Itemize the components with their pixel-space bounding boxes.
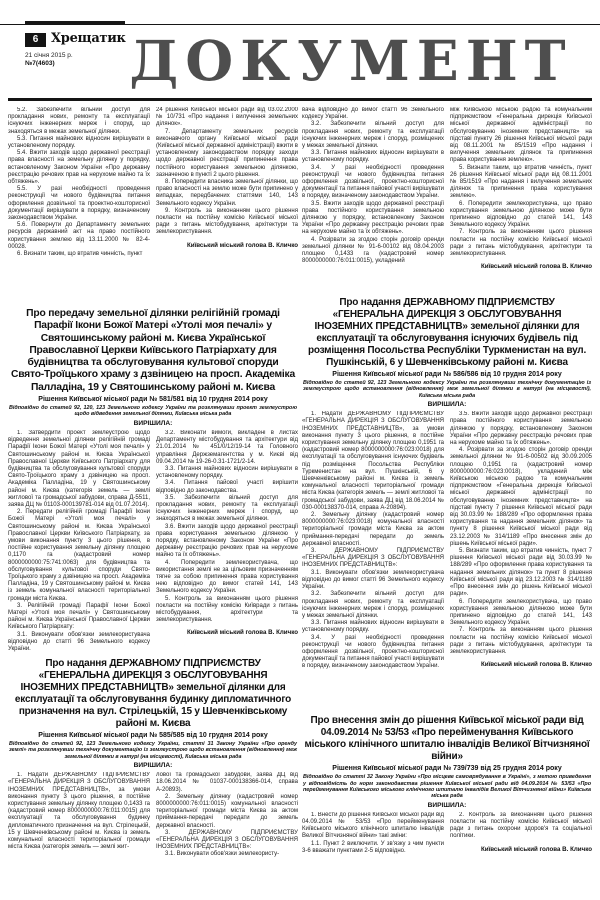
paragraph: 5.5. У разі необхідності проведення реконструкції чи нового будівництва питання оформлення дозвільної та проектно-кошторисної документації вирішувати в порядку, визначеному законодавством України. bbox=[8, 186, 150, 222]
document-d-head bbox=[302, 711, 592, 812]
paragraph: 3.5. Забезпечити вільний доступ для прокладання нових, ремонту та експлуатації існуючих інженерних мереж і споруд, що знаходяться в межах земельної ділянки. bbox=[156, 494, 298, 523]
document-headline: Про надання ДЕРЖАВНОМУ ПІДПРИЄМСТВУ «ГЕНЕРАЛЬНА ДИРЕКЦІЯ З ОБСЛУГОВУВАННЯ ІНОЗЕМНИХ ПРЕДСТАВНИЦТВ» земельної ділянки для експлуатації та обслуговування існуючих будівель під розміщення Посольства Республіки Туркменистан на вул. Пушкінській, 6 у Шевченківському районі м. Києва bbox=[307, 297, 587, 368]
page-number: 6 bbox=[25, 33, 46, 47]
paragraph: 3.4. Питання пайової участі вирішити відповідно до законодавства. bbox=[156, 480, 298, 494]
signature: Київський міський голова В. Кличко bbox=[480, 661, 592, 669]
document-a-body bbox=[8, 430, 298, 654]
text-column bbox=[302, 107, 444, 293]
issue-number: №7(4603) bbox=[25, 60, 55, 67]
paragraph: 8. Попередити власника земельної ділянки, що право власності на землю може бути припинено у випадках, передбачених статтями 140, 143 Земельного кодексу України. bbox=[156, 179, 298, 207]
paragraph: 3.2. Забезпечити вільний доступ для прокладання нових, ремонту та експлуатації існуючих інженерних мереж і споруд, розміщених у межах земельної ділянки. bbox=[302, 591, 444, 619]
paragraph: 5.4. Вжити заходів щодо державної реєстрації права власності на земельну ділянку у порядку, встановленому Законом України «Про державну реєстрацію речових прав на нерухоме майно та їх обтяжень». bbox=[8, 150, 150, 186]
masthead-logo: Хрещатик bbox=[51, 31, 126, 46]
paragraph: 3.6. Вжити заходів щодо державної реєстрації права користування земельною ділянкою у порядку, встановленому Законом України «Про державну реєстрацію речових прав на нерухоме майно та їх обтяжень». bbox=[156, 523, 298, 559]
paragraph: 7. Департаменту земельних ресурсів виконавчого органу Київської міської ради (Київської міської державної адміністрації) вжити в установленому законодавством порядку заходи щодо державної реєстрації припинення права постійного користування земельною ділянкою, зазначеною в пункті 2 цього рішення. bbox=[156, 128, 298, 178]
paragraph: 24 рішення Київської міської ради від 03.02.2000 № 10/731 «Про надання і вилучення земельних ділянок». bbox=[156, 107, 298, 128]
paragraph: 6. Попередити землекористувача, що право користування земельною ділянкою може бути припинено відповідно до статей 141, 143 Земельного кодексу України. bbox=[450, 200, 592, 229]
top-rule bbox=[0, 24, 600, 25]
paragraph: 3.1. Виконувати обов'язки землекористувача відповідно до вимог статті 96 Земельного кодексу України. bbox=[302, 569, 444, 591]
decision-ref: Рішення Київської міської ради № 581/581 від 10 грудня 2014 року bbox=[38, 396, 268, 404]
decision-ref: Рішення Київської міської ради № 585/585 від 10 грудня 2014 року bbox=[38, 731, 268, 739]
document-a-head bbox=[8, 304, 298, 430]
paragraph: 3.3. Питання майнових відносин вирішувати в установленому порядку. bbox=[156, 465, 298, 480]
resolution-label: ВИРІШИЛА: bbox=[133, 419, 173, 427]
paragraph: 5. Визнати таким, що втратив чинність, пункт 7 рішення Київської міської ради від 30.03.99 № 188/289 «Про оформлення права користування та надання земельних ділянок» та пункт 8 рішення Київської міської ради від 23.12.2003 № 314/1189 «Про внесення змін до рішень Київської міської ради». bbox=[450, 548, 592, 598]
paragraph: 7. Контроль за виконанням цього рішення покласти на постійну комісію Київської міської ради з питань містобудування, архітектури та землекористування. bbox=[450, 229, 592, 258]
paragraph: 4. Розірвати за згодою сторін договір оренди земельної ділянки № 91-6-00502 від 30.09.2005 площею 0,1951 га (кадастровий номер 8000000000:76:023:0018), укладений між Київською міською радою та комунальним підприємством «Генеральна дирекція Київської міської державної адміністрації по обслуговуванню іноземних представництв» на підставі пункту 7 рішення Київської міської ради від 30.03.99 № 188/289 «Про оформлення права користування та надання земельних ділянок» та пункту 8 рішення Київської міської ради від 23.12.2003 № 314/1189 «Про внесення змін до рішень Київської міської ради». bbox=[450, 447, 592, 547]
signature: Київський міський голова В. Кличко bbox=[480, 263, 592, 271]
text-column bbox=[8, 772, 150, 900]
paragraph: 3.1. Виконувати обов'язки землекористу- bbox=[165, 851, 280, 858]
text-column bbox=[450, 107, 592, 293]
continued-decision-top-right bbox=[302, 107, 592, 293]
paragraph: 5. Визнати таким, що втратив чинність, пункт 26 рішення Київської міської ради від 08.11.2001 № 85/1519 «Про надання і вилучення земельних ділянок та припинення права користування землею». bbox=[450, 164, 592, 200]
paragraph: 5. Контроль за виконанням цього рішення покласти на постійну комісію Київради з питань містобудування, архітектури та землекористування. bbox=[156, 595, 298, 624]
decision-ref: Рішення Київської міської ради № 586/586 від 10 грудня 2014 року bbox=[332, 371, 562, 378]
text-column bbox=[8, 430, 150, 654]
paragraph: 6. Попередити землекористувача, що право користування земельною ділянкою може бути припинено відповідно до статей 141, 143 Земельного кодексу України. bbox=[450, 598, 592, 627]
text-column bbox=[302, 411, 444, 711]
text-column bbox=[156, 430, 298, 654]
text-column bbox=[450, 812, 592, 892]
header-rule bbox=[8, 98, 592, 101]
preamble: Відповідно до статей 92, 123 Земельного кодексу України та розглянувши технічну документацію із землеустрою щодо встановлення (відновлення) меж земельної ділянки в натурі (на місцевості), Київська міська рада bbox=[303, 380, 591, 399]
paragraph: 3.4. У разі необхідності проведення реконструкції чи нового будівництва питання оформлення дозвільної, проектно-кошторисної документації та питання пайової участі вирішувати в порядку, визначеному законодавством України. bbox=[302, 634, 444, 670]
resolution-label: ВИРІШИЛА: bbox=[427, 401, 467, 409]
paragraph: 9. Контроль за виконанням цього рішення покласти на постійну комісію Київської міської ради з питань містобудування, архітектури та землекористування. bbox=[156, 207, 298, 236]
document-headline: Про внесення змін до рішення Київської міської ради від 04.09.2014 № 53/53 «Про перейменування Київського міського клінічного шпиталю інвалідів Великої Вітчизняної війни» bbox=[304, 715, 590, 763]
preamble: Відповідно до статті 32 Закону України «Про місцеве самоврядування в Україні», з метою приведення у відповідність до норм законодавства рішення Київської міської ради від 04.09.2014 № 53/53 «Про перейменування Київського міського клінічного шпиталю інвалідів Великої Вітчизняної війни» Київська міська рада bbox=[303, 774, 591, 800]
paragraph: 2. Передати релігійній громаді Парафії Ікони Божої Матері «Утолі моя печалі» у Святошинському районі м. Києва Української Православної Церкви Київського Патріархату, за умови виконання пункту 3 цього рішення, в постійне користування земельну ділянку площею 0,1170 га (кадастровий номер 8000000000:75:741:0063) для будівництва та обслуговування культової споруди Свято-Троїцького храму з дзвіницею на просп. Академіка Палладіна, 19 у Святошинському районі м. Києва із земель комунальної власності територіальної громади міста Києва. bbox=[8, 509, 150, 602]
paragraph: 3.1. Виконувати обов'язки землекористувача відповідно до статті 96 Земельного кодексу України. bbox=[8, 631, 150, 652]
paragraph: 1. Надати ДЕРЖАВНОМУ ПІДПРИЄМСТВУ «ГЕНЕРАЛЬНА ДИРЕКЦІЯ З ОБСЛУГОВУВАННЯ ІНОЗЕМНИХ ПРЕДСТАВНИЦТВ», за умови виконання пункту 3 цього рішення, в постійне користування земельну ділянку площею 0,1951 га (кадастровий номер 8000000000:76:023:0018) для експлуатації та обслуговування існуючих будівель під розміщення Посольства Республіки Туркменистан на вул. Пушкінській, 6 у Шевченківському районі м. Києва із земель комунальної власності територіальної громади міста Києва (категорія земель — землі житлової та громадської забудови, заява ДЦ від 18.06.2014 № 030-000138370-014, справа А-20894). bbox=[302, 411, 444, 511]
paragraph: 2. Контроль за виконанням цього рішення покласти на постійну комісію Київської міської ради з питань охорони здоров'я та соціальної політики. bbox=[450, 811, 592, 840]
paragraph: 5.2. Забезпечити вільний доступ для прокладання нових, ремонту та експлуатації існуючих інженерних мереж і споруд, що знаходяться в межах земельної ділянки. bbox=[8, 107, 150, 135]
paragraph: 3.2. Забезпечити вільний доступ для прокладання нових, ремонту та експлуатації існуючих інженерних мереж і споруд, розміщених у межах земельної ділянки. bbox=[302, 121, 444, 150]
paragraph: 5.3. Питання майнових відносин вирішувати в установленому порядку. bbox=[8, 135, 150, 150]
paragraph: 3.3. Питання майнових відносин вирішувати в установленому порядку. bbox=[302, 620, 444, 634]
paragraph: 2. Земельну ділянку (кадастровий номер 8000000000:76:011:0015) комунальної власності територіальної громади міста Києва за актом приймання-передачі передати до земель державної власності. bbox=[156, 793, 298, 829]
paragraph: 3.3. Питання майнових відносин вирішувати в установленому порядку. bbox=[302, 150, 444, 164]
paragraph: 3.5. Вжити заходів щодо державної реєстрації права постійного користування земельною ділянкою у порядку, встановленому Законом України «Про державну реєстрацію речових прав на нерухоме майно та їх обтяжень». bbox=[450, 411, 592, 447]
signature: Київський міський голова В. Кличко bbox=[186, 241, 298, 249]
left-page-half bbox=[8, 107, 298, 900]
resolution-label: ВИРІШИЛА: bbox=[427, 801, 467, 809]
paragraph: між Київською міською радою та комунальним підприємством «Генеральна дирекція Київської міської державної адміністрації по обслуговуванню іноземних представництв» на підставі пункту 26 рішення Київської міської ради від 08.11.2001 № 85/1519 «Про надання і вилучення земельних ділянок та припинення права користування землею». bbox=[450, 107, 592, 164]
paragraph: 3. Релігійній громаді Парафії Ікони Божої Матері «Утолі моя печалі» у Святошинському районі м. Києва Української Православної Церкви Київського Патріархату: bbox=[8, 602, 150, 631]
signature: Київський міський голова В. Кличко bbox=[186, 629, 298, 637]
text-column bbox=[450, 411, 592, 711]
continued-decision-top-left bbox=[8, 107, 298, 304]
signature: Київський міський голова В. Кличко bbox=[480, 845, 592, 853]
paragraph: 1. Внести до рішення Київської міської ради від 04.09.2014 № 53/53 «Про перейменування Київського міського клінічного шпиталю інвалідів Великої Вітчизняної війни» такі зміни: bbox=[302, 811, 444, 840]
document-headline: Про надання ДЕРЖАВНОМУ ПІДПРИЄМСТВУ «ГЕНЕРАЛЬНА ДИРЕКЦІЯ З ОБСЛУГОВУВАННЯ ІНОЗЕМНИХ ПРЕДСТАВНИЦТВ» земельної ділянки для експлуатації та обслуговування будинку дипломатичного призначення на вул. Стрілецькій, 15 у Шевченківському районі м. Києва bbox=[14, 657, 292, 729]
paragraph: 3. ДЕРЖАВНОМУ ПІДПРИЄМСТВУ «ГЕНЕРАЛЬНА ДИРЕКЦІЯ З ОБСЛУГОВУВАННЯ ІНОЗЕМНИХ ПРЕДСТАВНИЦТВ»: bbox=[302, 548, 444, 569]
document-d-body bbox=[302, 812, 592, 892]
section-banner: ДОКУМЕНТ bbox=[129, 28, 573, 93]
document-b-body bbox=[8, 772, 298, 900]
right-page-half bbox=[302, 107, 592, 892]
resolution-label: ВИРІШИЛА: bbox=[133, 762, 173, 770]
text-column bbox=[156, 772, 298, 900]
paragraph: 1. Надати ДЕРЖАВНОМУ ПІДПРИЄМСТВУ «ГЕНЕРАЛЬНА ДИРЕКЦІЯ З ОБСЛУГОВУВАННЯ ІНОЗЕМНИХ ПРЕДСТАВНИЦТВ», за умови виконання пункту 3 цього рішення, в постійне користування земельну ділянку площею 0,1433 га (кадастровий номер 8000000000:76:011:0015) для експлуатації та обслуговування будинку дипломатичного призначення на вул. Стрілецькій, 15 у Шевченківському районі м. Києва із земель комунальної власності територіальної громади міста Києва (категорія земель — землі жит- bbox=[8, 772, 150, 851]
preamble: Відповідно до статей 92, 120, 123 Земельного кодексу України та розглянувши проект землеустрою щодо відведення земельної ділянки, Київська міська рада bbox=[9, 405, 297, 418]
top-rule-accent bbox=[25, 21, 125, 24]
paragraph: 4. Розірвати за згодою сторін договір оренди земельної ділянки № 91-6-00102 від 08.04.2003 площею 0,1433 га (кадастровий номер 8000000000:76:011:0015), укладений bbox=[302, 236, 444, 265]
paragraph: 1. Затвердити проект землеустрою щодо відведення земельної ділянки релігійній громаді Парафії Ікони Божої Матері «Утолі моя печалі» у Святошинському районі м. Києва Української Православної Церкви Київського Патріархату для будівництва та обслуговування культової споруди Свято-Троїцького храму з дзвіницею на просп. Академіка Палладіна, 19 у Святошинському районі м. Києва (категорія земель — землі житлової та громадської забудови, справа Д-5511, заява ДЦ № 01103-000139781-014 від 01.07.2014). bbox=[8, 429, 150, 508]
paragraph: 4. Попередити землекористувача, що використання землі не за цільовим призначенням тягне за собою припинення права користування нею відповідно до вимог статей 141, 143 Земельного кодексу України. bbox=[156, 559, 298, 595]
text-column bbox=[8, 107, 150, 304]
paragraph: 5.6. Повернути до Департаменту земельних ресурсів державний акт на право постійного користування землею від 13.11.2000 № 82-4-00028. bbox=[8, 222, 150, 250]
document-headline: Про передачу земельної ділянки релігійній громаді Парафії Ікони Божої Матері «Утолі моя печалі» у Святошинському районі м. Києва Української Православної Церкви Київського Патріархату для будівництва та обслуговування культової споруди Свято-Троїцького храму з дзвіницею на просп. Академіка Палладіна, 19 у Святошинському районі м. Києва bbox=[10, 308, 296, 393]
paragraph: 3.5. Вжити заходів щодо державної реєстрації права постійного користування земельною ділянкою у порядку, встановленому Законом України «Про державну реєстрацію речових прав на нерухоме майно та їх обтяжень». bbox=[302, 200, 444, 236]
paragraph: 7. Контроль за виконанням цього рішення покласти на постійну комісію Київської міської ради з питань містобудування, архітектури та землекористування. bbox=[450, 627, 592, 655]
paragraph: 3. ДЕРЖАВНОМУ ПІДПРИЄМСТВУ «ГЕНЕРАЛЬНА ДИРЕКЦІЯ З ОБСЛУГОВУВАННЯ ІНОЗЕМНИХ ПРЕДСТАВНИЦТВ»: bbox=[156, 829, 298, 851]
paragraph: 3.4. У разі необхідності проведення реконструкції чи нового будівництва питання оформлення дозвільної, проектно-кошторисної документації та питання пайової участі вирішувати в порядку, визначеному законодавством України. bbox=[302, 164, 444, 200]
document-c-body bbox=[302, 411, 592, 711]
paragraph: лової та громадської забудови, заява ДЦ від 18.06.2014 № 01037-000138366-014, справа А-20893). bbox=[156, 772, 298, 793]
issue-date: 21 січня 2015 р. bbox=[25, 52, 73, 59]
text-column bbox=[156, 107, 298, 304]
paragraph: 3.2. Виконати вимоги, викладені в листах Департаменту містобудування та архітектури від 21.01.2014 № 451/0/12/19-14 та Головного управління Держземагентства у м. Києві від 09.04.2014 № 19-26-0.31-1721/2-14. bbox=[156, 429, 298, 465]
paragraph: 1.1. Пункт 2 виключити. У зв'язку з чим пункти 3-6 вважати пунктами 2-5 відповідно. bbox=[302, 840, 444, 854]
decision-ref: Рішення Київської міської ради № 739/739 від 25 грудня 2014 року bbox=[332, 765, 562, 773]
text-column bbox=[302, 812, 444, 892]
document-b-head bbox=[8, 654, 298, 772]
document-c-head bbox=[302, 293, 592, 411]
paragraph: вача відповідно до вимог статті 96 Земельного кодексу України. bbox=[302, 107, 444, 121]
paragraph: 2. Земельну ділянку (кадастровий номер 8000000000:76:023:0018) комунальної власності територіальної громади міста Києва за актом приймання-передачі передати до земель державної власності. bbox=[302, 512, 444, 547]
preamble: Відповідно до статей 92, 123 Земельного кодексу України, статті 31 Закону України «Про оренду землі» та розглянувши технічну документацію із землеустрою щодо встановлення (відновлення) меж земельної ділянки в натурі (на місцевості), Київська міська рада bbox=[9, 740, 297, 760]
paragraph: 6. Визнати таким, що втратив чинність, пункт bbox=[17, 251, 143, 258]
